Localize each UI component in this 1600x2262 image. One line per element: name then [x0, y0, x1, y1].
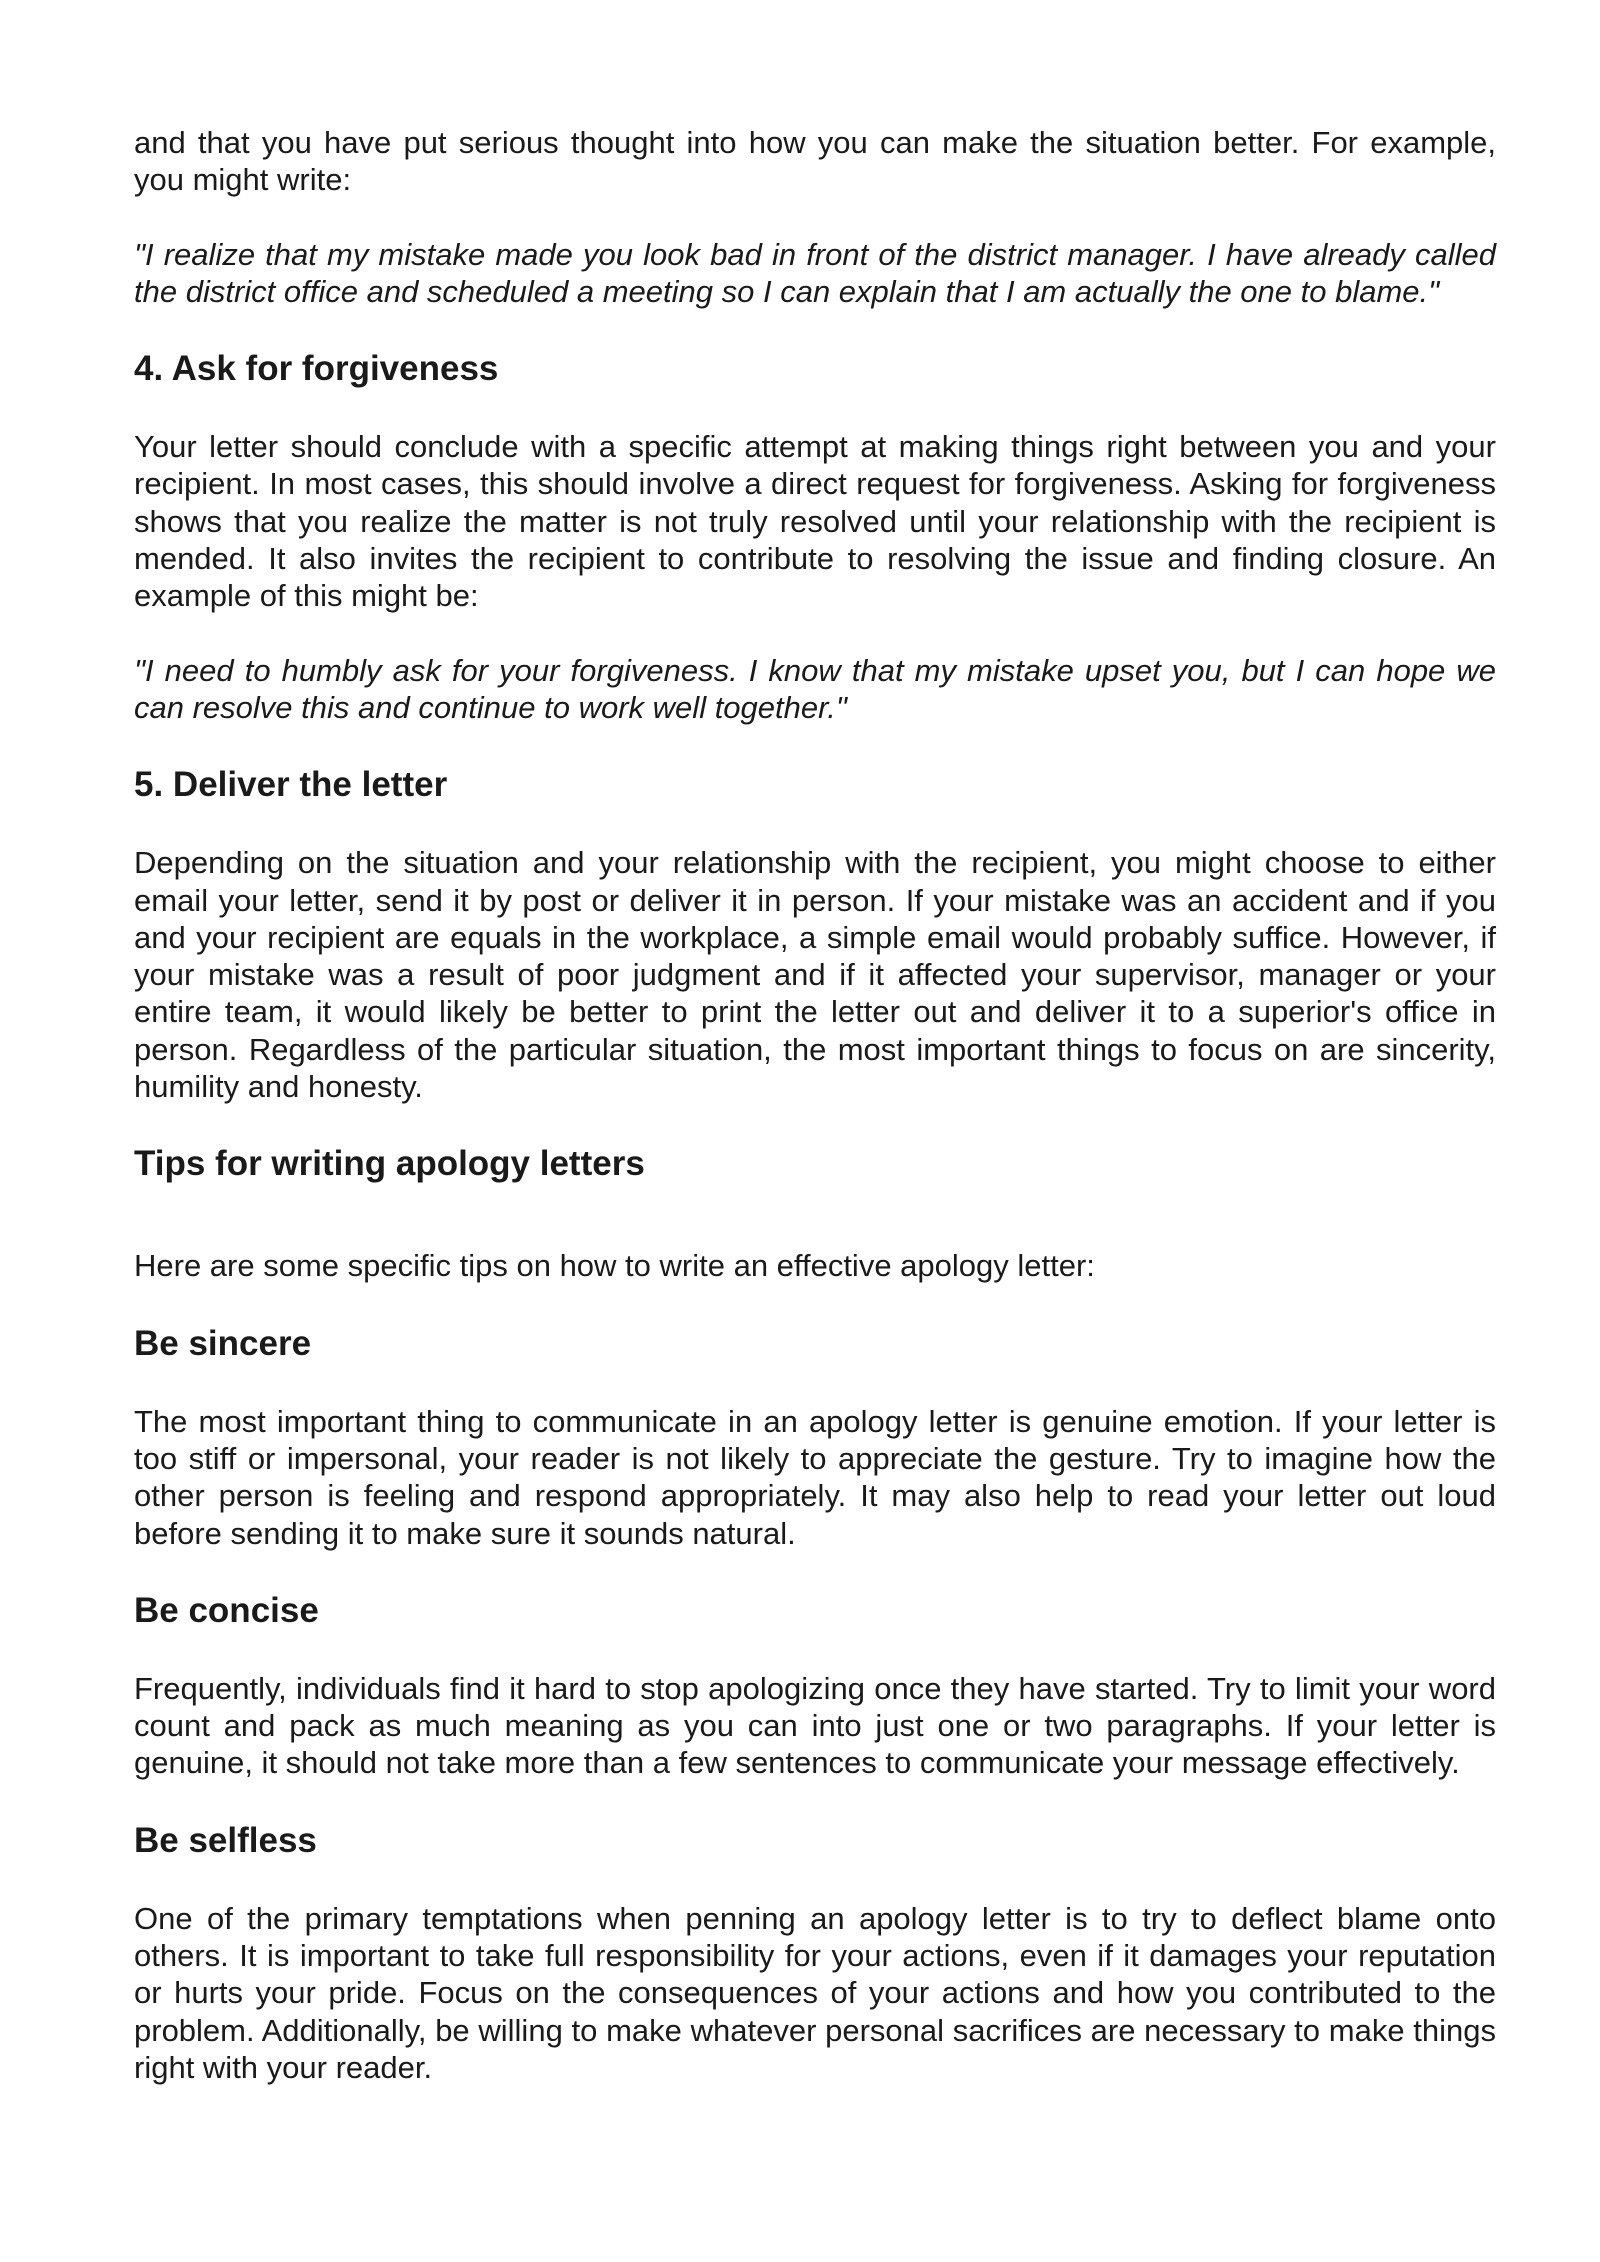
deliver-letter-paragraph: Depending on the situation and your relationship with the recipient, you might choose to either email your letter, send it by post or deliver it in person. If your mistake was an accident and if you and your recipient are equals in the workplace, a simple email would probably suffice. However, if your mistake was a result of poor judgment and if it affected your supervisor, manager or your entire team, it would likely be better to print the letter out and deliver it to a superior's office in person. Regardless of the particular situation, the most important things to focus on are sincerity, humility and honesty.	[134, 845, 1496, 1105]
heading-be-concise: Be concise	[134, 1590, 319, 1630]
be-selfless-paragraph: One of the primary temptations when penning an apology letter is to try to deflect blame onto others. It is important to take full responsibility for your actions, even if it damages your reputation or hurts your pride. Focus on the consequences of your actions and how you contributed to the problem. Additionally, be willing to make whatever personal sacrifices are necessary to make things right with your reader.	[134, 1900, 1496, 2085]
heading-be-sincere: Be sincere	[134, 1323, 312, 1363]
intro-paragraph: and that you have put serious thought into how you can make the situation better. For example, you might write:	[134, 125, 1496, 198]
example-quote-1: "I realize that my mistake made you look bad in front of the district manager. I have already called the district office and scheduled a meeting so I can explain that I am actually the one to blame."	[134, 236, 1496, 309]
heading-be-selfless: Be selfless	[134, 1820, 317, 1860]
ask-forgiveness-paragraph: Your letter should conclude with a specific attempt at making things right between you and your recipient. In most cases, this should involve a direct request for forgiveness. Asking for forgiveness shows that you realize the matter is not truly resolved until your relationship with the recipient is mended. It also invites the recipient to contribute to resolving the issue and finding closure. An example of this might be:	[134, 429, 1496, 614]
heading-deliver-letter: 5. Deliver the letter	[134, 765, 448, 805]
example-quote-2: "I need to humbly ask for your forgiveness. I know that my mistake upset you, but I can hope we can resolve this and continue to work well together."	[134, 652, 1496, 725]
heading-ask-forgiveness: 4. Ask for forgiveness	[134, 349, 499, 389]
be-sincere-paragraph: The most important thing to communicate in an apology letter is genuine emotion. If your letter is too stiff or impersonal, your reader is not likely to appreciate the gesture. Try to imagine how the other person is feeling and respond appropriately. It may also help to read your letter out loud before sending it to make sure it sounds natural.	[134, 1403, 1496, 1551]
be-concise-paragraph: Frequently, individuals find it hard to stop apologizing once they have started. Try to limit your word count and pack as much meaning as you can into just one or two paragraphs. If your letter is genuine, it should not take more than a few sentences to communicate your message effectively.	[134, 1670, 1496, 1781]
heading-tips: Tips for writing apology letters	[134, 1144, 645, 1184]
tips-intro-paragraph: Here are some specific tips on how to write an effective apology letter:	[134, 1248, 1095, 1284]
